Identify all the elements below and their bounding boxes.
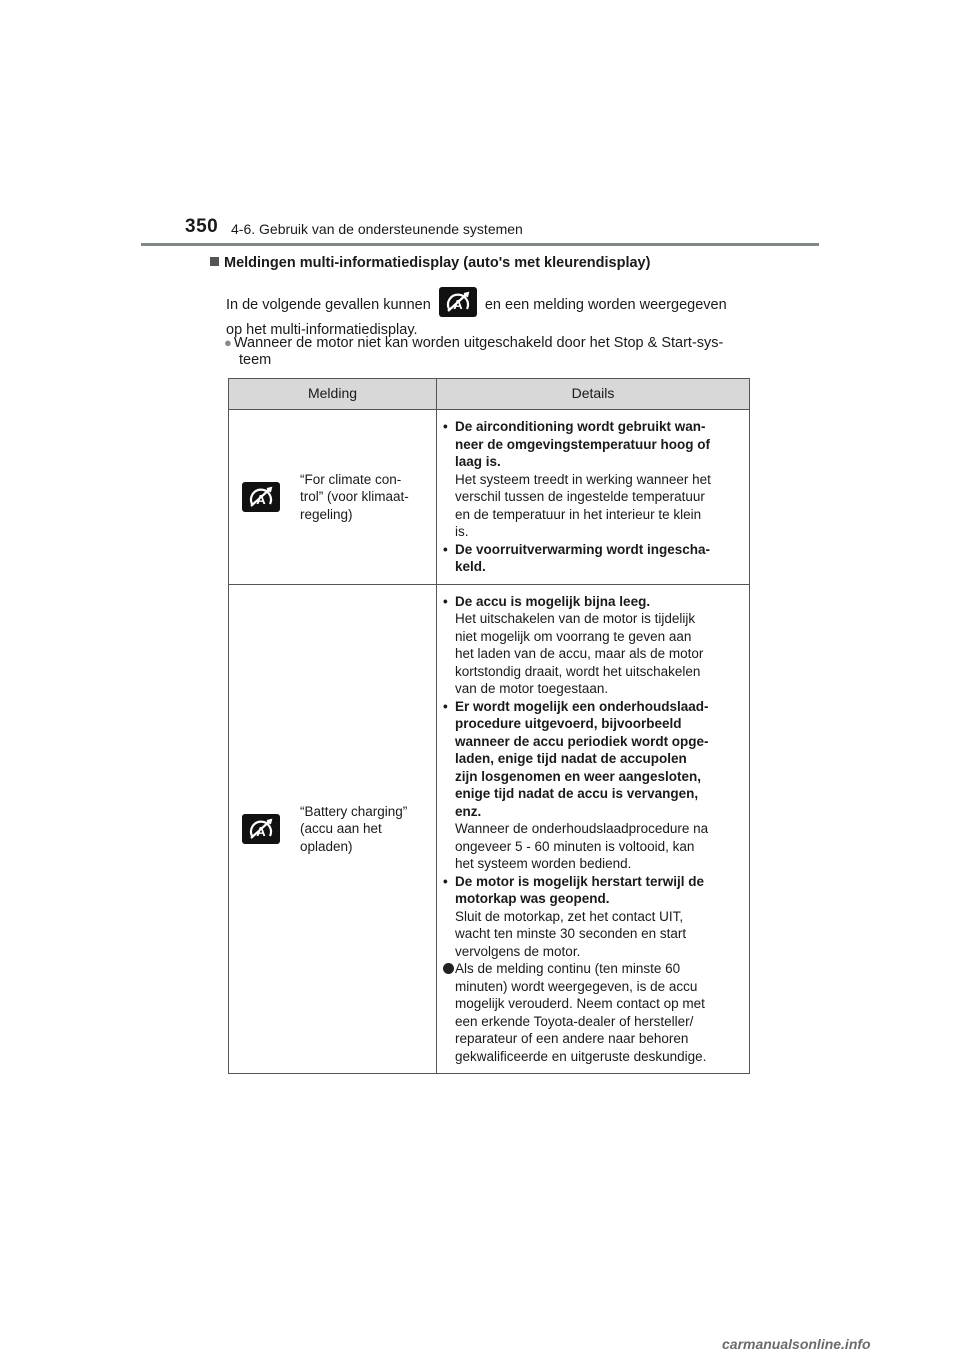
header-message: Melding (229, 379, 437, 410)
detail-item: • De motor is mogelijk herstart terwijl de motorkap was geopend. Sluit de motorkap, zet het contact UIT, wacht ten minste 30 seconden en start vervolgens de motor. (443, 873, 705, 959)
note-line: Als de melding continu (ten minste 60 (455, 961, 681, 976)
circle-bullet-icon (443, 963, 454, 974)
table-row (229, 410, 750, 585)
circle-bullet-icon: ● (224, 335, 232, 350)
detail-bold-line: procedure uitgevoerd, bijvoorbeeld (455, 716, 682, 731)
message-text (300, 471, 427, 524)
detail-text-line: Wanneer de onderhoudslaadprocedure na (455, 821, 709, 836)
detail-text-line: kortstondig draait, wordt het uitschakelen (455, 663, 701, 679)
message-line: opladen) (300, 838, 353, 854)
intro-text-line2: op het multi-informatiedisplay. (226, 322, 418, 338)
message-line: “Battery charging” (300, 803, 408, 819)
stop-start-cancel-icon (242, 482, 280, 512)
detail-text-line: vervolgens de motor. (455, 943, 581, 959)
detail-text-line: niet mogelijk om voorrang te geven aan (455, 628, 692, 644)
detail-bold-line: zijn losgenomen en weer aangesloten, (455, 768, 702, 784)
note-line: een erkende Toyota-dealer of hersteller/ (455, 1013, 694, 1029)
detail-text-line: Sluit de motorkap, zet het contact UIT, (455, 908, 684, 924)
detail-note (443, 960, 743, 1065)
detail-text-line: het laden van de accu, maar als de motor (455, 646, 704, 661)
detail-item: • De airconditioning wordt gebruikt wan- neer de omgevingstemperatuur hoog of laag is. Het systeem treedt in werking wanneer het verschil tussen de ingestelde temperatuur en de temperatuur in het interieur te klein is. (443, 419, 711, 539)
note-line: minuten) wordt weergegeven, is de accu (455, 978, 698, 994)
detail-item: • De voorruitverwarming wordt ingescha- keld. (443, 541, 711, 574)
messages-table (228, 378, 750, 1074)
detail-bold-line: motorkap was geopend. (455, 891, 610, 906)
square-bullet-icon (210, 257, 219, 266)
detail-text-line: is. (455, 524, 469, 539)
chapter-title: 4-6. Gebruik van de ondersteunende systemen (231, 221, 523, 237)
intro-text-after: en een melding worden weergegeven (484, 297, 727, 313)
detail-bold-line: De accu is mogelijk bijna leeg. (455, 593, 651, 609)
detail-bold-line: De airconditioning wordt gebruikt wan- (455, 419, 706, 434)
detail-bold-line: De motor is mogelijk herstart terwijl de (455, 873, 705, 889)
detail-bold-line: De voorruitverwarming wordt ingescha- (455, 541, 711, 557)
intro-text-before: In de volgende gevallen kunnen (226, 297, 431, 313)
detail-text-line: het systeem worden bediend. (455, 856, 632, 871)
bullet-text-line1: Wanneer de motor niet kan worden uitgeschakeld door het Stop & Start-sys- (233, 335, 724, 351)
table-header-row (229, 379, 750, 410)
detail-bold-line: enige tijd nadat de accu is vervangen, (455, 786, 699, 801)
header-divider (141, 243, 819, 246)
watermark: carmanualsonline.info (722, 1336, 871, 1352)
header-details: Details (437, 379, 750, 410)
note-line: reparateur of een andere naar behoren (455, 1031, 689, 1046)
message-line: (accu aan het (300, 821, 382, 836)
detail-bold-line: wanneer de accu periodiek wordt opge- (455, 733, 709, 749)
page-number: 350 (185, 216, 219, 237)
detail-bold-line: neer de omgevingstemperatuur hoog of (455, 436, 711, 452)
detail-text-line: ongeveer 5 - 60 minuten is voltooid, kan (455, 838, 695, 854)
detail-text-line: verschil tussen de ingestelde temperatuur (455, 489, 705, 504)
message-text (300, 803, 427, 856)
detail-item: • Er wordt mogelijk een onderhoudslaad- procedure uitgevoerd, bijvoorbeeld wanneer de accu periodiek wordt opge- laden, enige tijd nadat de accupolen zijn losgenomen en weer aangesloten, enige tijd nadat de accu is vervangen, enz. Wanneer de onderhoudslaadprocedure na ongeveer 5 - 60 minuten is voltooid, kan het systeem worden bediend. (443, 698, 709, 871)
section-heading-text: Meldingen multi-informatiedisplay (auto's met kleurendisplay) (224, 255, 651, 271)
detail-text-line: Het systeem treedt in werking wanneer het (455, 471, 711, 487)
message-cell (229, 410, 437, 585)
table-row (229, 584, 750, 1074)
detail-item: • De accu is mogelijk bijna leeg. Het uitschakelen van de motor is tijdelijk niet mogelijk om voorrang te geven aan het laden van de accu, maar als de motor kortstondig draait, wordt het uitschakelen van de motor toegestaan. (443, 593, 704, 696)
bullet-text-line2: teem (239, 352, 272, 368)
stop-start-cancel-icon (242, 814, 280, 844)
details-cell (437, 584, 750, 1074)
detail-text-line: en de temperatuur in het interieur te klein (455, 506, 702, 522)
section-heading (210, 255, 650, 271)
detail-text-line: Het uitschakelen van de motor is tijdelijk (455, 611, 696, 626)
note-line: gekwalificeerde en uitgeruste deskundige. (455, 1048, 707, 1064)
details-cell (437, 410, 750, 585)
detail-bold-line: laden, enige tijd nadat de accupolen (455, 751, 687, 766)
detail-bold-line: laag is. (455, 454, 501, 469)
detail-bold-line: keld. (455, 559, 486, 574)
message-cell (229, 584, 437, 1074)
condition-bullet (224, 334, 754, 369)
detail-text-line: van de motor toegestaan. (455, 681, 609, 696)
message-line: trol” (voor klimaat- (300, 489, 409, 504)
detail-text-line: wacht ten minste 30 seconden en start (455, 926, 687, 941)
stop-start-cancel-icon (439, 287, 477, 317)
note-line: mogelijk verouderd. Neem contact op met (455, 996, 705, 1011)
detail-bold-line: enz. (455, 803, 482, 819)
detail-bold-line: Er wordt mogelijk een onderhoudslaad- (455, 698, 709, 714)
message-line: regeling) (300, 506, 353, 522)
message-line: “For climate con- (300, 471, 402, 487)
